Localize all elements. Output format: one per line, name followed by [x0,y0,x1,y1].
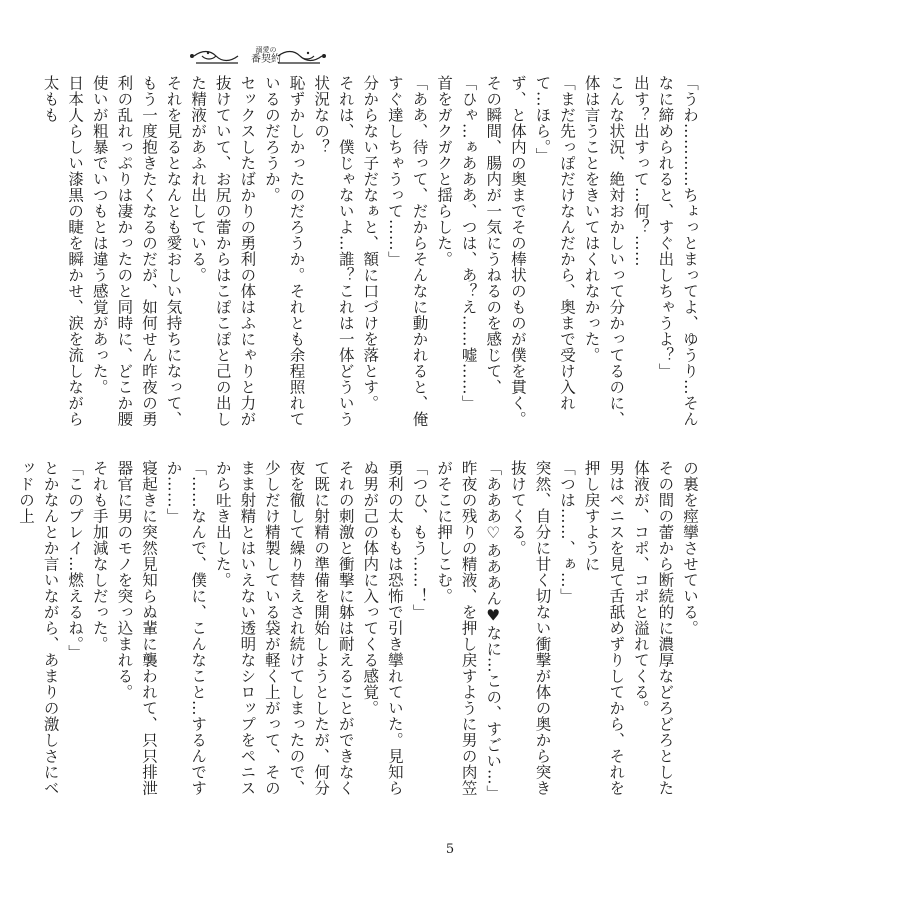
text-paragraph: それも手加減なしだった。 [90,460,109,652]
text-paragraph: 「まだ先っぽだけなんだから、奥まで受け入れて…ほら。」 [533,75,577,411]
text-paragraph: 分からない子だなぁと、額に口づけを落とす。 [361,75,380,411]
chapter-header [188,42,328,76]
text-paragraph: 「……なんで、僕に、こんなこと…するんですか……」 [164,460,208,796]
text-paragraph: 「あああ♡あああん♥なに…この、すごい…」 [484,460,503,801]
text-paragraph: 「このプレイ…燃えるね。」 [66,460,85,661]
text-paragraph: その間の蕾から断続的に濃厚などろどろとした体液が、コポ、コポと溢れてくる。 [631,460,675,796]
text-paragraph: 「ああ、待って、だからそんなに動かれると、俺すぐ達しちゃうって……」 [385,75,429,427]
text-paragraph: 恥ずかしかったのだろうか。それとも余程照れているのだろうか。 [262,75,306,427]
chapter-title [242,46,290,65]
text-column-bottom [16,460,702,805]
text-paragraph: それを見るとなんとも愛おしい気持ちになって、もう一度抱きたくなるのだが、如何せん昨夜の勇利の乱れっぷりは凄かったのと同時に、どこか腰使いが粗暴でいつもとは違う感覚があった。 [90,75,183,427]
text-paragraph: 日本人らしい漆黒の睫を瞬かせ、涙を流しながら太もも [41,75,85,427]
text-paragraph: その瞬間、腸内が一気にうねるのを感じて、 [484,75,503,395]
text-paragraph: セックスしたばかりの勇利の体はふにゃりと力が抜けていて、お尻の蕾からはこぽこぽと己の出した精液があふれ出している。 [189,75,257,427]
text-paragraph: 勇利の太ももは恐怖で引き攣れていた。見知らぬ男が己の体内に入ってくる感覚。 [361,460,404,796]
text-paragraph: の裏を痙攣させている。 [681,460,699,636]
chapter-series-label: 溺愛の [255,46,277,54]
text-paragraph: 「ひゃ…ぁあああ、つは、あ？え……嘘……」 [459,75,478,411]
text-paragraph: 「つは……、ぁ…」 [558,460,577,604]
text-paragraph: それは、僕じゃないよ…誰？これは一体どういう状況なの？ [312,75,355,427]
text-paragraph: 「うわ…………ちょっとまってよ、ゆうり…そんなに締められると、すぐ出しちゃうよ？」 [656,75,699,427]
text-paragraph: それの刺激と衝撃に躰は耐えることができなくて既に射精の準備を開始しようとしたが、何分夜を徹して繰り替えされ続けてしまったので、少しだけ精製している袋が軽く上がって、そのまま射精とはいえない透明なシロップをペニスから吐き出した。 [213,460,355,796]
text-paragraph: 寝起きに突然見知らぬ輩に襲われて、只只排泄器官に男のモノを突っ込まれる。 [115,460,158,796]
text-paragraph: とかなんとか言いながら、あまりの激しさにベッドの上 [16,460,60,796]
text-paragraph: 「つひ、もう……！」 [410,460,429,620]
text-paragraph: 出す？出すって…何？…… [631,75,650,267]
text-paragraph: 首をガクガクと揺らした。 [435,75,454,267]
text-paragraph: 男はペニスを見て舌舐めずりしてから、それを押し戻すように [582,460,626,796]
text-paragraph: 突然、自分に甘く切ない衝撃が体の奥から突き抜けてくる。 [508,460,552,796]
text-paragraph: 昨夜の残りの精液、を押し戻すように男の肉笠がそこに押しこむ。 [435,460,478,796]
text-paragraph: こんな状況、絶対おかしいって分かってるのに、体は言うことをきいてはくれなかった。 [582,75,626,427]
page-number: 5 [445,842,455,857]
text-paragraph: ず、と体内の奥までその棒状のものが僕を貫く。 [508,75,527,427]
chapter-title-text: 番契約 [251,54,281,65]
text-column-top [41,75,702,432]
